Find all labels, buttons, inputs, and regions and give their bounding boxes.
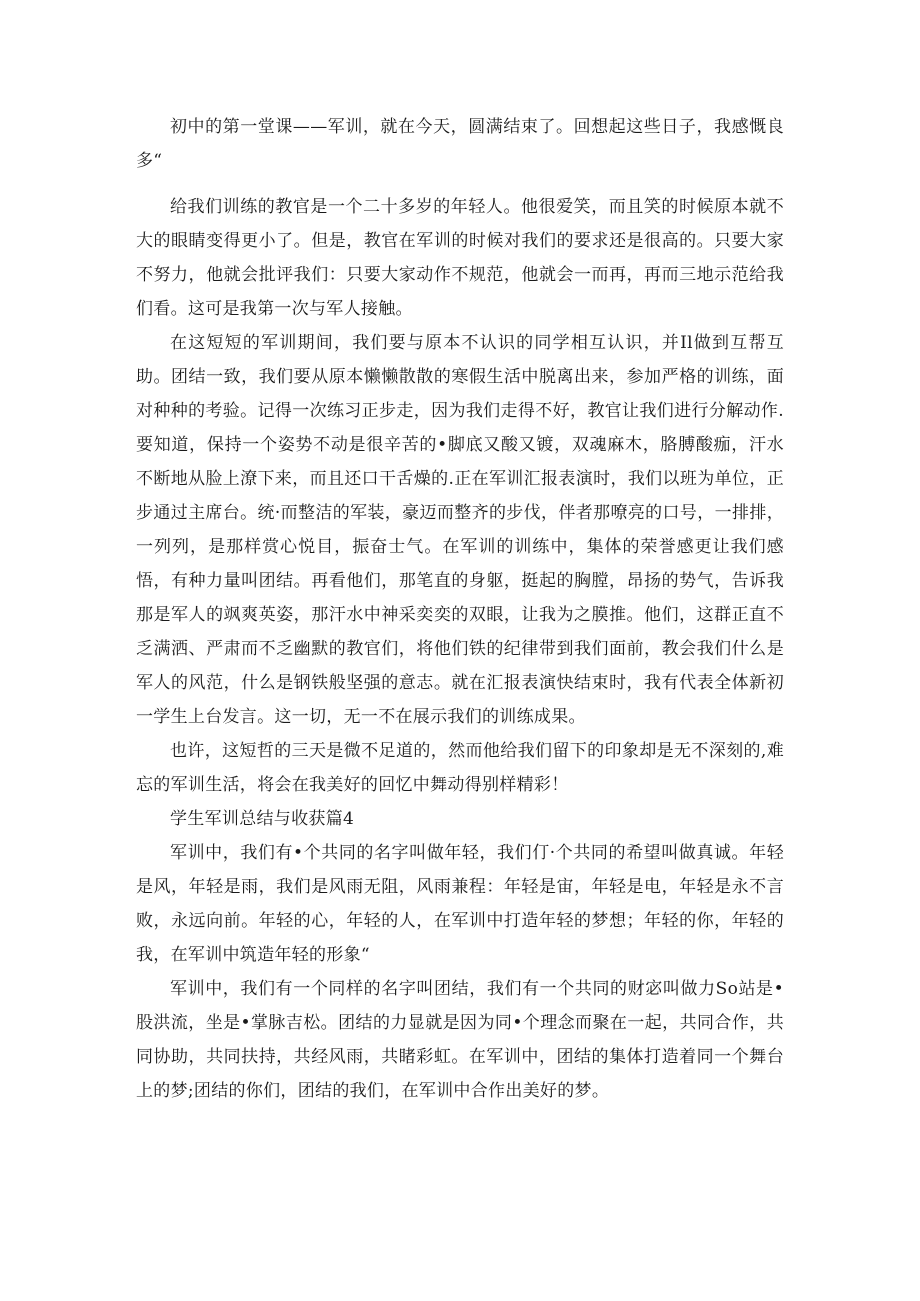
paragraph-intro: 初中的第一堂课——军训，就在今天，圆满结束了。回想起这些日子，我感慨良多“ — [136, 117, 784, 171]
paragraph-training-period: 在这短短的军训期间，我们要与原本不认识的同学相互认识，并Il做到互帮互助。团结一致，我们要从原本懒懒散散的寒假生活中脱离出来，参加严格的训练，面对种种的考验。记得一次练习正步走，因为我们走得不好，教官让我们进行分解动作.要知道，保持一个姿势不动是很辛苦的•脚底又酸又镀，双魂麻木，胳膊酸痂，汗水不断地从脸上潦下来，而且还口干舌燥的.正在军训汇报表演时，我们以班为单位，正步通过主席台。统·而整洁的军装，豪迈而整齐的步伐，伴者那嘹亮的口号，一排排，一列列，是那样赏心悦目，振奋士气。在军训的训练中，集体的荣誉感更让我们感悟，有种力量叫团结。再看他们，那笔直的身躯，挺起的胸膛，昂扬的势气，告诉我那是军人的飒爽英姿，那汗水中神采奕奕的双眼，让我为之膜推。他们，这群正直不乏满洒、严肃而不乏幽默的教官们，将他们铁的纪律带到我们面前，教会我们什么是军人的风范，什么是钢铁般坚强的意志。就在汇报表演快结束时，我有代表全体新初一学生上台发言。这一切，无一不在展示我们的训练成果。 — [136, 333, 784, 727]
section-heading: 学生军训总结与收获篇4 — [170, 809, 355, 829]
document-body — [136, 110, 784, 1108]
paragraph-instructor: 给我们训练的教官是一个二十多岁的年轻人。他很爱笑，而且笑的时候原本就不大的眼睛变得更小了。但是，教官在军训的时候对我们的要求还是很高的。只要大家不努力，他就会批评我们：只要大家动作不规范，他就会一而再，再而三地示范给我们看。这可是我第一次与军人接触。 — [136, 197, 784, 319]
paragraph-conclusion: 也许，这短哲的三天是微不足道的，然而他给我们留下的印象却是无不深刻的,难忘的军训生活，将会在我美好的回忆中舞动得别样精彩！ — [136, 741, 784, 795]
paragraph-gap — [136, 178, 784, 190]
paragraph-youth: 军训中，我们有•个共同的名字叫做年轻，我们仃·个共同的希望叫做真诚。年轻是风，年轻是雨，我们是风雨无阻，风雨兼程：年轻是宙，年轻是电，年轻是永不言败，永远向前。年轻的心，年轻的人，在军训中打造年轻的梦想；年轻的你，年轻的我，在军训中筑造年轻的形象“ — [136, 843, 784, 965]
paragraph-unity: 军训中，我们有一个同样的名字叫团结，我们有一个共同的财宓叫做力So站是•股洪流，坐是•掌脉吉松。团结的力显就是因为同•个理念而聚在一起，共同合作，共同协助，共同扶持，共经风雨，共睹彩虹。在军训中，团结的集体打造着同一个舞台上的梦;团结的你们，团结的我们，在军训中合作出美好的梦。 — [136, 979, 784, 1101]
